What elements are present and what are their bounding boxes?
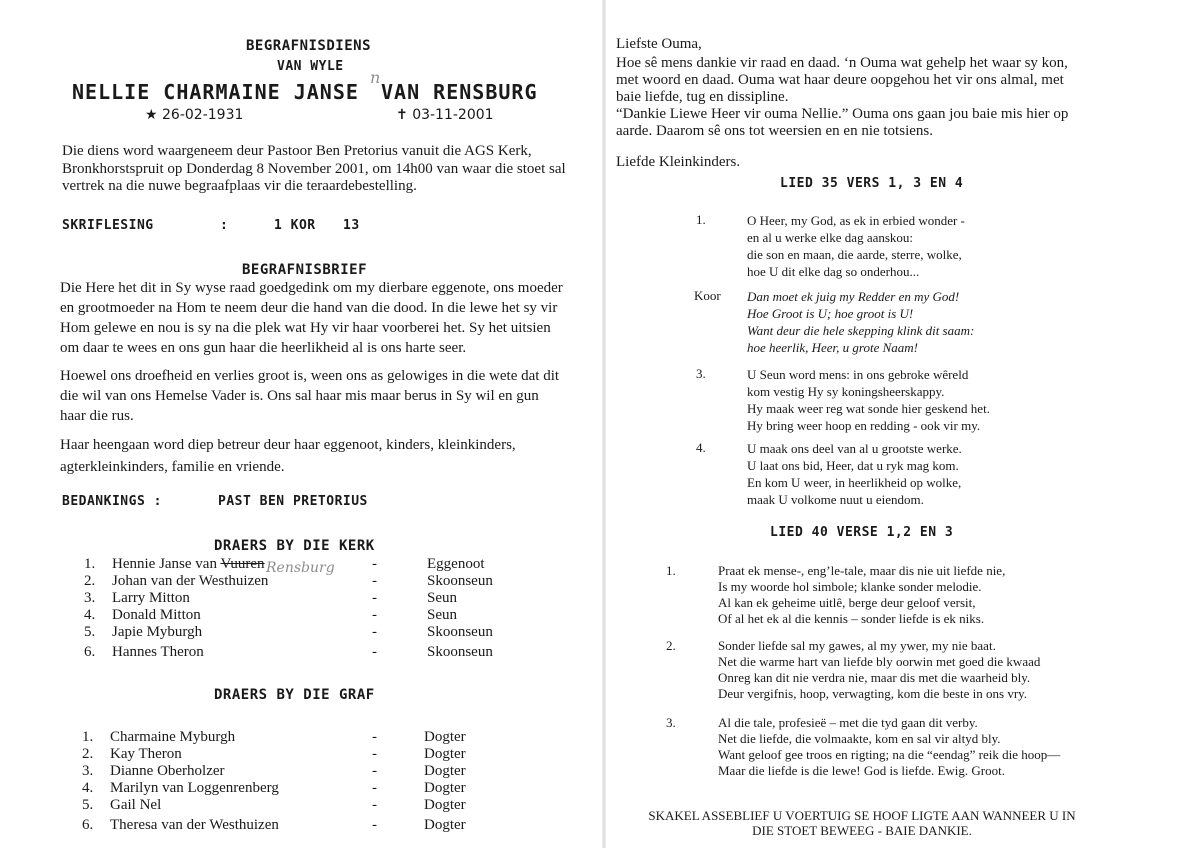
- deceased-name-last: VAN RENSBURG: [381, 80, 538, 104]
- hymn-35-line: Want deur die hele skepping klink dit saam:: [747, 323, 975, 338]
- church-bearer-number: 2.: [84, 573, 96, 589]
- grave-bearer-number: 1.: [82, 729, 94, 745]
- ouma-letter-line: baie liefde, tug en dissipline.: [616, 89, 789, 105]
- hymn-40-line: Net die liefde, die volmaakte, kom en sal vir altyd bly.: [718, 731, 1001, 746]
- hymn-40-line: Al die tale, profesieë – met die tyd gaan dit verby.: [718, 715, 978, 730]
- hymn-35-line: maak U volkome nuut u eiendom.: [747, 492, 924, 507]
- hymn-40-verse-label: 3.: [666, 715, 676, 730]
- church-bearer-name-text: Donald Mitton: [112, 607, 201, 623]
- hymn-35-line: Dan moet ek juig my Redder en my God!: [747, 289, 960, 304]
- hymn-35-stanza: [747, 212, 965, 280]
- church-bearer-role: Eggenoot: [427, 556, 485, 572]
- birth-date: 26-02-1931: [162, 107, 244, 123]
- hymn-35-line: Hy maak weer reg wat sonde hier geskend het.: [747, 401, 990, 416]
- hymn-35-line: U maak ons deel van al u grootste werke.: [747, 441, 962, 456]
- grave-bearer-dash: -: [372, 780, 377, 796]
- deceased-name-first: NELLIE CHARMAINE JANSE: [72, 80, 359, 104]
- hymn-35-line: En kom U weer, in heerlikheid op wolke,: [747, 475, 962, 490]
- hymn-35-heading: LIED 35 VERS 1, 3 EN 4: [780, 176, 964, 191]
- church-bearer-dash: -: [372, 590, 377, 606]
- hymn-40-stanza: [718, 715, 1060, 779]
- reading-book: 1 KOR: [274, 218, 316, 233]
- hymn-35-verse-label: 4.: [696, 440, 706, 455]
- hymn-35-line: U Seun word mens: in ons gebroke wêreld: [747, 367, 969, 382]
- grave-bearers-heading: DRAERS BY DIE GRAF: [214, 687, 375, 703]
- hymn-40-line: Want geloof gee troos en rigting; na die “eendag” reik die hoop—: [718, 747, 1061, 762]
- letter-line: Haar heengaan word diep betreur deur haar eggenoot, kinders, kleinkinders,: [60, 437, 516, 453]
- church-bearer-name: [112, 624, 202, 641]
- church-bearer-number: 6.: [84, 644, 96, 660]
- church-bearers-heading: DRAERS BY DIE KERK: [214, 538, 375, 554]
- hymn-35-line: U laat ons bid, Heer, dat u ryk mag kom.: [747, 458, 959, 473]
- reading-chapter: 13: [343, 218, 360, 233]
- church-bearer-dash: -: [372, 573, 377, 589]
- hymn-35-stanza: [747, 288, 974, 356]
- letter-paragraph-3: [60, 434, 516, 478]
- service-line: Die diens word waargeneem deur Pastoor Ben Pretorius vanuit die AGS Kerk,: [62, 143, 532, 159]
- notice-line: DIE STOET BEWEEG - BAIE DANKIE.: [752, 823, 972, 838]
- ouma-letter-line: Hoe sê mens dankie vir raad en daad. ‘n Ouma wat gehelp het waar sy kon,: [616, 55, 1068, 71]
- signoff: Liefde Kleinkinders.: [616, 154, 741, 170]
- star-icon: ★: [145, 107, 158, 123]
- church-bearer-name-text: Hennie Janse van: [112, 556, 221, 572]
- birth-date-row: [145, 107, 243, 123]
- hymn-35-line: Hoe Groot is U; hoe groot is U!: [747, 306, 914, 321]
- letter-paragraph-1: [60, 278, 563, 358]
- letter-heading: BEGRAFNISBRIEF: [242, 262, 368, 278]
- church-bearer-number: 5.: [84, 624, 96, 640]
- hymn-35-line: en al u werke elke dag aanskou:: [747, 230, 914, 245]
- church-bearer-name-text: Larry Mitton: [112, 590, 190, 606]
- hymn-40-stanza: [718, 563, 1005, 627]
- church-bearer-role: Seun: [427, 590, 457, 606]
- church-bearer-number: 4.: [84, 607, 96, 623]
- grave-bearer-role: Dogter: [424, 797, 466, 813]
- church-bearer-name: [112, 556, 265, 573]
- hymn-35-stanza: [747, 440, 962, 508]
- ouma-letter-line: aarde. Daarom sê ons tot weersien en en nie totsiens.: [616, 123, 933, 139]
- handwritten-insert: n: [370, 68, 381, 87]
- cross-icon: ✝: [396, 107, 408, 123]
- hymn-35-line: Hy bring weer hoop en redding - ook vir my.: [747, 418, 981, 433]
- church-bearer-number: 1.: [84, 556, 96, 572]
- church-bearer-name: [112, 590, 190, 607]
- hymn-40-stanza: [718, 638, 1040, 702]
- letter-line: die wil van ons Hemelse Vader is. Ons sal haar mis maar berus in Sy wil en gun: [60, 388, 539, 404]
- hymn-40-line: Praat ek mense-, eng’le-tale, maar dis nie uit liefde nie,: [718, 563, 1006, 578]
- grave-bearer-role: Dogter: [424, 746, 466, 762]
- reading-colon: :: [220, 218, 229, 233]
- letter-line: Die Here het dit in Sy wyse raad goedgedink om my dierbare eggenote, ons moeder: [60, 280, 563, 296]
- letter-paragraph-2: [60, 366, 559, 426]
- ouma-letter: [616, 55, 1068, 140]
- grave-bearer-role: Dogter: [424, 780, 466, 796]
- hymn-40-line: Onreg kan dit nie verdra nie, maar dis met die waarheid bly.: [718, 670, 1031, 685]
- church-bearer-dash: -: [372, 607, 377, 623]
- hymn-35-stanza: [747, 366, 990, 434]
- hymn-35-line: hoe U dit elke dag so onderhou...: [747, 264, 920, 279]
- death-date: 03-11-2001: [412, 107, 494, 123]
- hymn-35-line: die son en maan, die aarde, sterre, wolke,: [747, 247, 962, 262]
- reading-label: SKRIFLESING: [62, 218, 154, 233]
- hymn-40-line: Al kan ek geheime uitlê, berge deur geloof versit,: [718, 595, 976, 610]
- hymn-40-line: Sonder liefde sal my gawes, al my ywer, my nie baat.: [718, 638, 996, 653]
- letter-line: en grootmoeder na Hom te neem deur die hand van die dood. In die lewe het sy vir: [60, 300, 558, 316]
- hymn-40-line: Is my woorde hol simbole; klanke sonder melodie.: [718, 579, 982, 594]
- church-bearer-name: [112, 644, 204, 661]
- death-date-row: [396, 107, 494, 123]
- church-bearer-role: Seun: [427, 607, 457, 623]
- hymn-35-line: O Heer, my God, as ek in erbied wonder -: [747, 213, 965, 228]
- right-page: [606, 0, 1200, 848]
- church-bearer-dash: -: [372, 624, 377, 640]
- hymn-35-line: hoe heerlik, Heer, u grote Naam!: [747, 340, 919, 355]
- church-bearer-name-text: Japie Myburgh: [112, 624, 203, 640]
- grave-bearer-dash: -: [372, 729, 377, 745]
- grave-bearer-number: 4.: [82, 780, 94, 796]
- vehicle-lights-notice: [638, 808, 1086, 838]
- grave-bearer-name: Marilyn van Loggenrenberg: [110, 780, 279, 796]
- grave-bearer-role: Dogter: [424, 729, 466, 745]
- hymn-35-verse-label: 1.: [696, 212, 706, 227]
- church-bearer-name-text: Hannes Theron: [112, 644, 204, 660]
- grave-bearer-dash: -: [372, 797, 377, 813]
- grave-bearer-dash: -: [372, 817, 377, 833]
- hymn-40-line: Net die warme hart van liefde bly oorwin met goed die kwaad: [718, 654, 1041, 669]
- hymn-40-line: Of al het ek al die kennis – sonder liefde is ek niks.: [718, 611, 985, 626]
- grave-bearer-name: Gail Nel: [110, 797, 162, 813]
- letter-line: haar die rus.: [60, 408, 134, 424]
- service-subtitle: VAN WYLE: [277, 59, 344, 74]
- ouma-letter-line: “Dankie Liewe Heer vir ouma Nellie.” Ouma ons gaan jou baie mis hier op: [616, 106, 1069, 122]
- hymn-40-verse-label: 2.: [666, 638, 676, 653]
- hymn-40-line: Maar die liefde is die lewe! God is liefde. Ewig. Groot.: [718, 763, 1005, 778]
- service-title: BEGRAFNISDIENS: [246, 38, 372, 54]
- church-bearer-name-struck: Vuuren: [220, 556, 265, 572]
- grave-bearer-number: 2.: [82, 746, 94, 762]
- grave-bearer-dash: -: [372, 746, 377, 762]
- grave-bearer-name: Dianne Oberholzer: [110, 763, 225, 779]
- church-bearer-dash: -: [372, 556, 377, 572]
- grave-bearer-number: 6.: [82, 817, 94, 833]
- hymn-35-verse-label: Koor: [694, 288, 721, 303]
- grave-bearer-name: Kay Theron: [110, 746, 182, 762]
- thanks-label: BEDANKINGS :: [62, 494, 162, 509]
- hymn-40-verse-label: 1.: [666, 563, 676, 578]
- service-paragraph: [62, 143, 566, 196]
- church-bearer-role: Skoonseun: [427, 573, 493, 589]
- church-bearer-name: [112, 607, 201, 624]
- grave-bearer-dash: -: [372, 763, 377, 779]
- hymn-40-line: Deur vergifnis, hoop, verwagting, kom die beste in ons vry.: [718, 686, 1028, 701]
- church-bearer-number: 3.: [84, 590, 96, 606]
- letter-line: Hoewel ons droefheid en verlies groot is, ween ons as gelowiges in die wete dat dit: [60, 368, 560, 384]
- grave-bearer-role: Dogter: [424, 763, 466, 779]
- notice-line: SKAKEL ASSEBLIEF U VOERTUIG SE HOOF LIGTE AAN WANNEER U IN: [648, 808, 1076, 823]
- church-bearer-name: [112, 573, 268, 590]
- service-line: Bronkhorstspruit op Donderdag 8 November 2001, om 14h00 van waar die stoet sal: [62, 160, 566, 177]
- letter-line: om daar te wees en ons gun haar die heerlikheid al is ons harte seer.: [60, 340, 467, 356]
- grave-bearer-role: Dogter: [424, 817, 466, 833]
- grave-bearer-name: Charmaine Myburgh: [110, 729, 236, 745]
- church-bearer-role: Skoonseun: [427, 644, 493, 660]
- ouma-letter-line: met woord en daad. Ouma wat haar deure oopgehou het vir ons almal, met: [616, 72, 1064, 88]
- church-bearer-role: Skoonseun: [427, 624, 493, 640]
- grave-bearer-name: Theresa van der Westhuizen: [110, 817, 279, 833]
- letter-line: Hom gelewe en nou is sy na die plek wat Hy vir haar voorberei het. Sy het uitsien: [60, 320, 551, 336]
- hymn-35-line: kom vestig Hy sy koningsheerskappy.: [747, 384, 945, 399]
- hymn-40-heading: LIED 40 VERSE 1,2 EN 3: [770, 525, 954, 540]
- grave-bearer-number: 5.: [82, 797, 94, 813]
- service-line: vertrek na die nuwe begraafplaas vir die teraardebestelling.: [62, 178, 417, 194]
- church-bearer-dash: -: [372, 644, 377, 660]
- letter-line: agterkleinkinders, familie en vriende.: [60, 459, 285, 475]
- grave-bearer-number: 3.: [82, 763, 94, 779]
- handwritten-correction: Rensburg: [266, 560, 335, 576]
- thanks-name: PAST BEN PRETORIUS: [218, 494, 368, 509]
- church-bearer-name-text: Johan van der Westhuizen: [112, 573, 269, 589]
- greeting: Liefste Ouma,: [616, 36, 702, 52]
- hymn-35-verse-label: 3.: [696, 366, 706, 381]
